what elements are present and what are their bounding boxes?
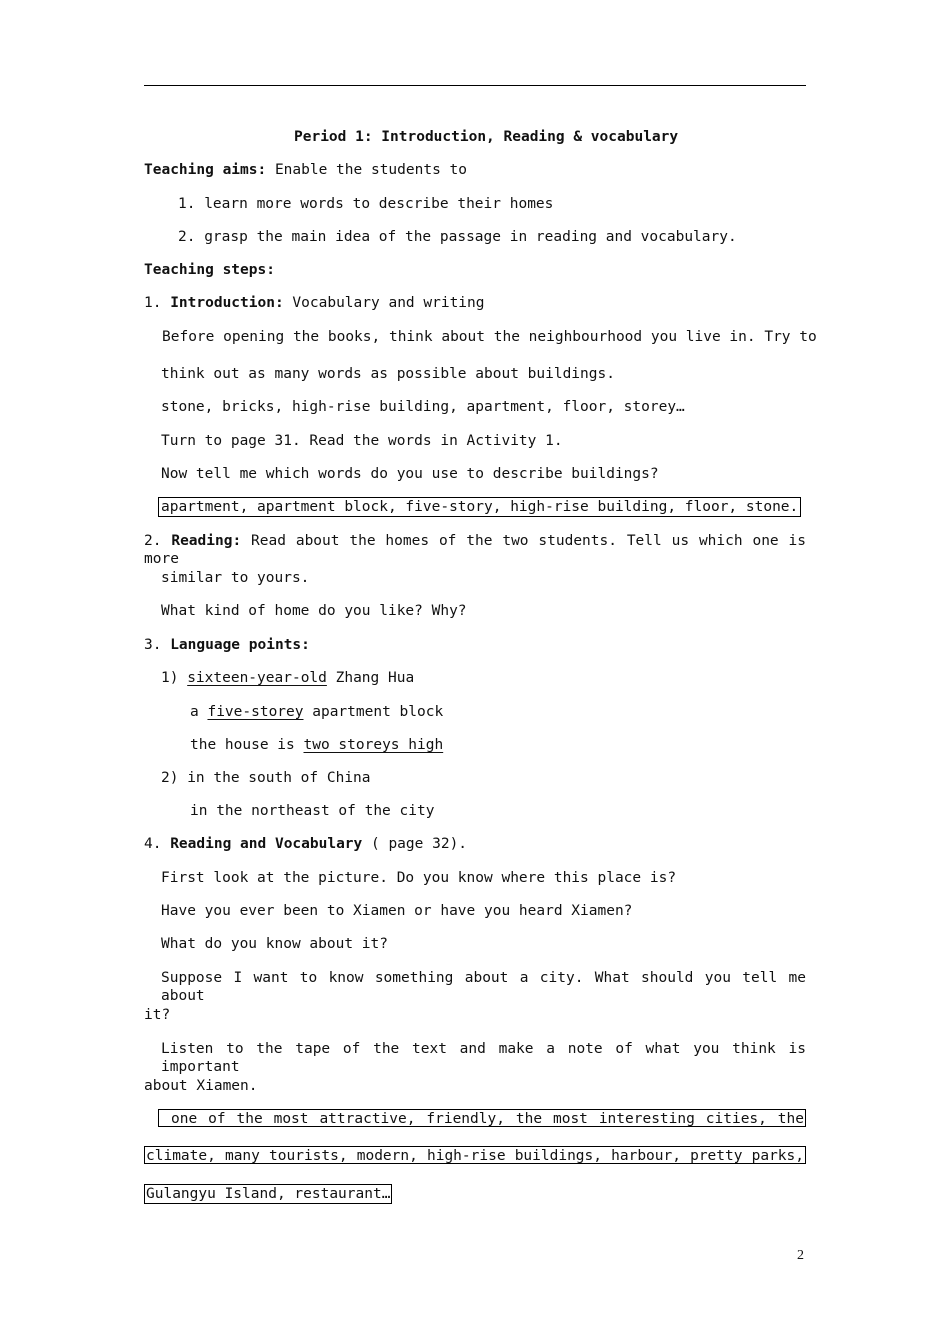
lang-point-2b: in the northeast of the city [190,803,435,819]
step2-cont: similar to yours. [161,570,310,586]
step2-number: 2. [144,533,172,549]
step4-heading [144,835,467,853]
step4-rest: ( page 32). [362,836,468,852]
xiamen-notes-box-3: Gulangyu Island, restaurant… [146,1186,391,1202]
step1-answer-box: apartment, apartment block, five-story, high-rise building, floor, stone. [158,497,801,517]
step3-heading [144,636,310,654]
teaching-aims-line [144,161,467,179]
step4-q1: First look at the picture. Do you know where this place is? [161,870,677,886]
teaching-steps-label: Teaching steps: [144,262,275,278]
lang-point-1b [190,703,443,721]
step4-number: 4. [144,836,171,852]
step1-rest: Vocabulary and writing [283,295,485,311]
xiamen-notes-box-1: one of the most attractive, friendly, the most interesting cities, the [158,1109,806,1127]
aim-item-2: 2. grasp the main idea of the passage in reading and vocabulary. [178,229,737,245]
page-title: Period 1: Introduction, Reading & vocabulary [294,129,679,145]
step1-heading [144,294,485,312]
lang-point-1c [190,736,443,754]
step2-heading [144,532,806,568]
step4-label: Reading and Vocabulary [170,836,363,852]
lang-point-1b-term: five-storey [207,704,304,720]
header-rule [144,85,806,86]
lang-point-1b-rest: apartment block [303,704,444,720]
step4-q5b: about Xiamen. [144,1078,258,1094]
step1-turn: Turn to page 31. Read the words in Activity 1. [161,433,563,449]
aim-item-1: 1. learn more words to describe their homes [178,196,554,212]
step4-q5a: Listen to the tape of the text and make a note of what you think is important [161,1041,806,1075]
page-number: 2 [797,1248,804,1263]
step3-label: Language points: [170,637,310,653]
step2-rest: Read about the homes of the two students. Tell us which one is more [144,533,806,567]
lang-point-1c-prefix: the house is [190,737,304,753]
teaching-aims-label: Teaching aims: [144,162,267,178]
step4-q2: Have you ever been to Xiamen or have you heard Xiamen? [161,903,633,919]
lang-point-1-rest: Zhang Hua [326,670,415,686]
step4-q4a: Suppose I want to know something about a city. What should you tell me about [161,970,806,1004]
step1-label: Introduction: [170,295,284,311]
step1-question: Now tell me which words do you use to describe buildings? [161,466,659,482]
lang-point-1-term: sixteen-year-old [187,670,327,686]
step4-q3: What do you know about it? [161,936,388,952]
step2-label: Reading: [171,533,242,549]
xiamen-notes-box-2: climate, many tourists, modern, high-rise buildings, harbour, pretty parks, [146,1148,804,1164]
lang-point-1b-prefix: a [190,704,208,720]
step2-question: What kind of home do you like? Why? [161,603,467,619]
step1-para1a: Before opening the books, think about the neighbourhood you live in. Try to [162,329,817,345]
step4-q4b: it? [144,1007,171,1023]
lang-point-1 [161,669,414,687]
teaching-aims-intro: Enable the students to [266,162,468,178]
lang-point-1c-term: two storeys high [303,737,444,753]
lang-point-2: 2) in the south of China [161,770,371,786]
step1-number: 1. [144,295,171,311]
step3-number: 3. [144,637,171,653]
step1-para1b: think out as many words as possible about buildings. [161,366,615,382]
lang-point-1-prefix: 1) [161,670,188,686]
step1-words: stone, bricks, high-rise building, apartment, floor, storey… [161,399,685,415]
